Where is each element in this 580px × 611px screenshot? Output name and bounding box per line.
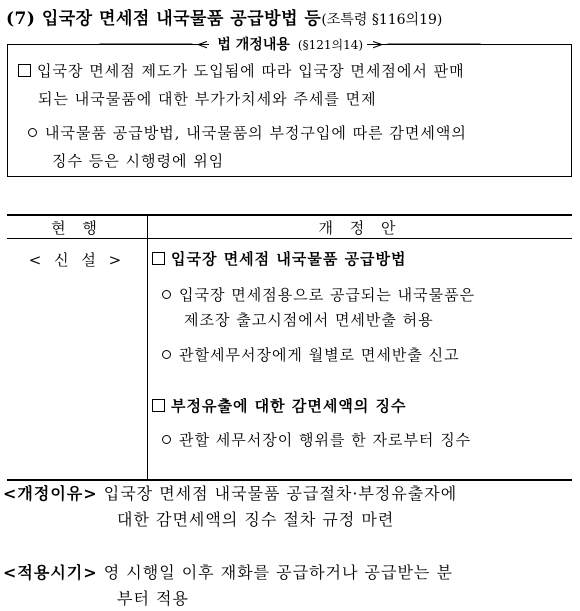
table-header-row xyxy=(7,215,572,239)
section1-item2-text: 관할세무서장에게 월별로 면세반출 신고 xyxy=(179,346,460,364)
effective-line2: 부터 적용 xyxy=(117,589,189,608)
amendment-item-1-cont: 되는 내국물품에 대한 부가가치세와 주세를 면제 xyxy=(38,90,377,108)
circle-bullet-icon xyxy=(162,350,171,359)
comparison-table xyxy=(7,214,572,481)
checkbox-square-icon xyxy=(152,252,165,265)
section1-item1 xyxy=(162,284,475,305)
section2-item1 xyxy=(162,429,471,450)
cell-revised xyxy=(148,239,573,481)
legend-title: 법 개정내용 xyxy=(209,37,294,53)
amendment-item-2-line1: 내국물품 공급방법, 내국물품의 부정구입에 따른 감면세액의 xyxy=(45,124,467,142)
effective-line1: 영 시행일 이후 재화를 공급하거나 공급받는 분 xyxy=(103,563,453,582)
effective-label: <적용시기> xyxy=(3,563,98,582)
section2-title-text: 부정유출에 대한 감면세액의 징수 xyxy=(171,397,407,415)
circle-bullet-icon xyxy=(162,290,171,299)
cell-current: < 신 설 > xyxy=(7,239,148,481)
section1-item2 xyxy=(162,344,460,365)
amendment-item-2 xyxy=(28,122,467,143)
circle-bullet-icon xyxy=(28,128,37,137)
section2-item1-text: 관할 세무서장이 행위를 한 자로부터 징수 xyxy=(179,431,472,449)
amendment-legend xyxy=(0,34,580,54)
reason-line2: 대한 감면세액의 징수 절차 규정 마련 xyxy=(117,510,395,529)
section1-item1-line1: 입국장 면세점용으로 공급되는 내국물품은 xyxy=(179,286,476,304)
header-current: 현 행 xyxy=(7,215,148,239)
reason-label: <개정이유> xyxy=(3,484,98,503)
amendment-item-1 xyxy=(18,60,465,81)
legend-ref: (§121의14) xyxy=(294,38,367,52)
table-row xyxy=(7,239,572,481)
legend-left: ─────────── < xyxy=(99,37,209,53)
amendment-item-2-cont: 징수 등은 시행령에 위임 xyxy=(52,152,225,170)
section1-item1-cont: 제조장 출고시점에서 면세반출 허용 xyxy=(184,311,434,329)
reason-line1: 입국장 면세점 내국물품 공급절차·부정유출자에 xyxy=(103,484,458,503)
checkbox-square-icon xyxy=(18,64,31,77)
section-title-ref: (조특령 §116의19) xyxy=(321,12,443,28)
section-title xyxy=(6,4,442,29)
section1-title-text: 입국장 면세점 내국물품 공급방법 xyxy=(171,250,407,268)
effective-note xyxy=(3,560,453,583)
section-title-text: (7) 입국장 면세점 내국물품 공급방법 등 xyxy=(6,9,322,29)
legend-right: > ─────────── xyxy=(367,37,481,53)
section2-title xyxy=(152,395,407,416)
amendment-item-1-line1: 입국장 면세점 제도가 도입됨에 따라 입국장 면세점에서 판매 xyxy=(37,62,465,80)
header-revised: 개 정 안 xyxy=(148,215,573,239)
section1-title xyxy=(152,248,407,269)
circle-bullet-icon xyxy=(162,435,171,444)
reason-note xyxy=(3,481,457,504)
checkbox-square-icon xyxy=(152,399,165,412)
